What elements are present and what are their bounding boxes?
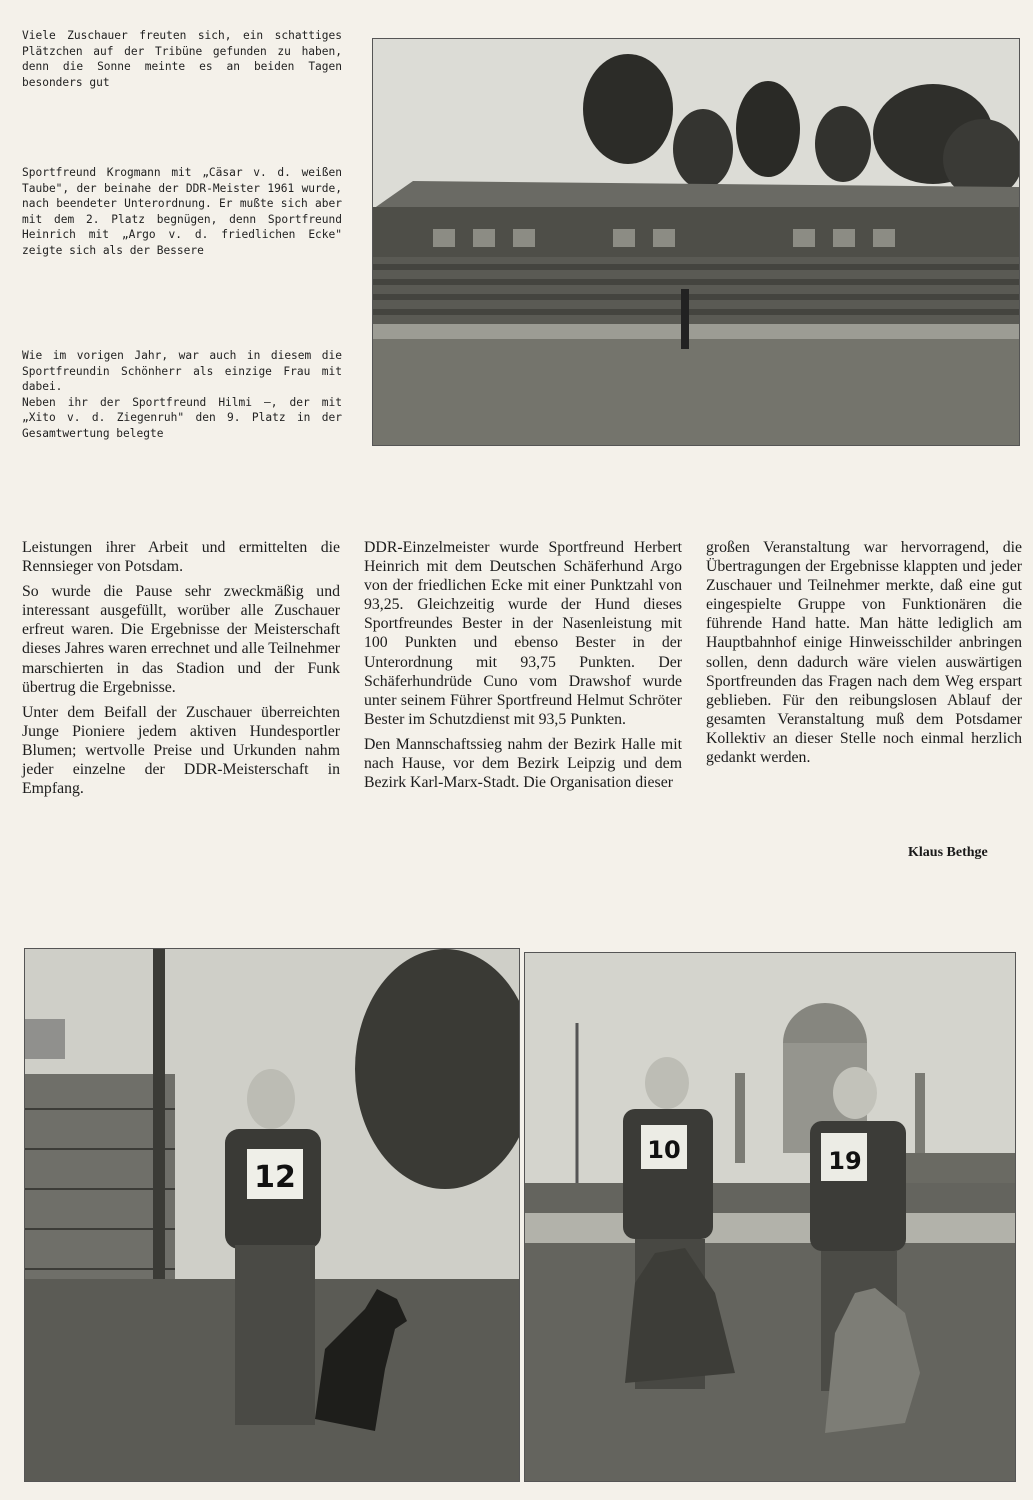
caption-krogmann-text: Sportfreund Krogmann mit „Cäsar v. d. weißen Taube", der beinahe der DDR-Meister 1961 wurde, nach beendeter Unterordnung. Er mußte sich aber mit dem 2. Platz begnügen, denn Sportfreund Heinrich mit „Argo v. d. friedlichen Ecke" zeigte sich als der Bessere xyxy=(22,166,342,257)
caption-tribune-text: Viele Zuschauer freuten sich, ein schattiges Plätzchen auf der Tribüne gefunden zu haben, denn die Sonne meinte es an beiden Tagen besonders gut xyxy=(22,29,342,89)
article-col1-p3: Unter dem Beifall der Zuschauer überreichten Junge Pioniere jedem aktiven Hundesportler Blumen; wertvolle Preise und Urkunden nahm jeder einzelne der DDR-Meisterschaft in Empfang. xyxy=(22,703,340,798)
handler-twelve-image xyxy=(25,949,519,1481)
two-handlers-image xyxy=(525,953,1015,1481)
bib-number-ten: 10 xyxy=(647,1136,681,1164)
article-col3-p1: großen Veranstaltung war hervorragend, die Übertragungen der Ergebnisse klappten und jeder Zuschauer und Teilnehmer merkte, daß eine gut eingespielte Gruppe von Funktionären die führende Hand hatte. Man hätte lediglich am Hauptbahnhof einige Hinweisschilder anbringen sollen, denn dadurch wäre vielen auswärtigen Sportfreunden das Fragen nach dem Weg erspart geblieben. Für den reibungslosen Ablauf der gesamten Veranstaltung muß dem Potsdamer Kollektiv an dieser Stelle noch einmal herzlich gedankt werden. xyxy=(706,539,1022,767)
stadium-tribune-image xyxy=(373,39,1019,445)
caption-krogmann xyxy=(22,165,342,258)
caption-tribune xyxy=(22,28,342,90)
stadium-tribune-photo xyxy=(372,38,1020,446)
two-handlers-photo xyxy=(524,952,1016,1482)
handler-twelve-photo xyxy=(24,948,520,1482)
article-column-3 xyxy=(706,538,1022,773)
bib-number-twelve: 12 xyxy=(254,1160,296,1195)
author-byline: Klaus Bethge xyxy=(908,845,988,860)
article-col2-p2: Den Mannschaftssieg nahm der Bezirk Halle mit nach Hause, vor dem Bezirk Leipzig und dem Bezirk Karl-Marx-Stadt. Die Organisation dieser xyxy=(364,735,682,792)
article-column-2 xyxy=(364,538,682,798)
caption-schoenherr-text-2: Neben ihr der Sportfreund Hilmi –, der mit „Xito v. d. Ziegenruh" den 9. Platz in der Gesamtwertung belegte xyxy=(22,395,342,440)
bib-number-nineteen: 19 xyxy=(828,1147,862,1175)
caption-schoenherr-text-1: Wie im vorigen Jahr, war auch in diesem die Sportfreundin Schönherr als einzige Frau mit dabei. xyxy=(22,349,342,393)
article-col2-p1: DDR-Einzelmeister wurde Sportfreund Herbert Heinrich mit dem Deutschen Schäferhund Argo von der friedlichen Ecke mit einer Punktzahl von 93,25. Gleichzeitig wurde der Hund dieses Sportfreundes Bester in der Nasenleistung mit 100 Punkten und ebenso Bester in der Unterordnung mit 93,75 Punkten. Der Schäferhundrüde Cuno vom Drawshof wurde unter seinem Führer Sportfreund Helmut Schröter Bester im Schutzdienst mit 93,5 Punkten. xyxy=(364,539,682,728)
article-col1-p1: Leistungen ihrer Arbeit und ermittelten die Rennsieger von Potsdam. xyxy=(22,539,340,576)
article-col1-p2: So wurde die Pause sehr zweckmäßig und interessant ausgefüllt, worüber alle Zuschauer erfreut waren. Die Ergebnisse der Meisterschaft dieses Jahres waren errechnet und alle Teilnehmer marschierten in das Stadion und der Funk übertrug die Ergebnisse. xyxy=(22,583,340,696)
article-column-1 xyxy=(22,538,340,804)
caption-schoenherr xyxy=(22,348,342,441)
